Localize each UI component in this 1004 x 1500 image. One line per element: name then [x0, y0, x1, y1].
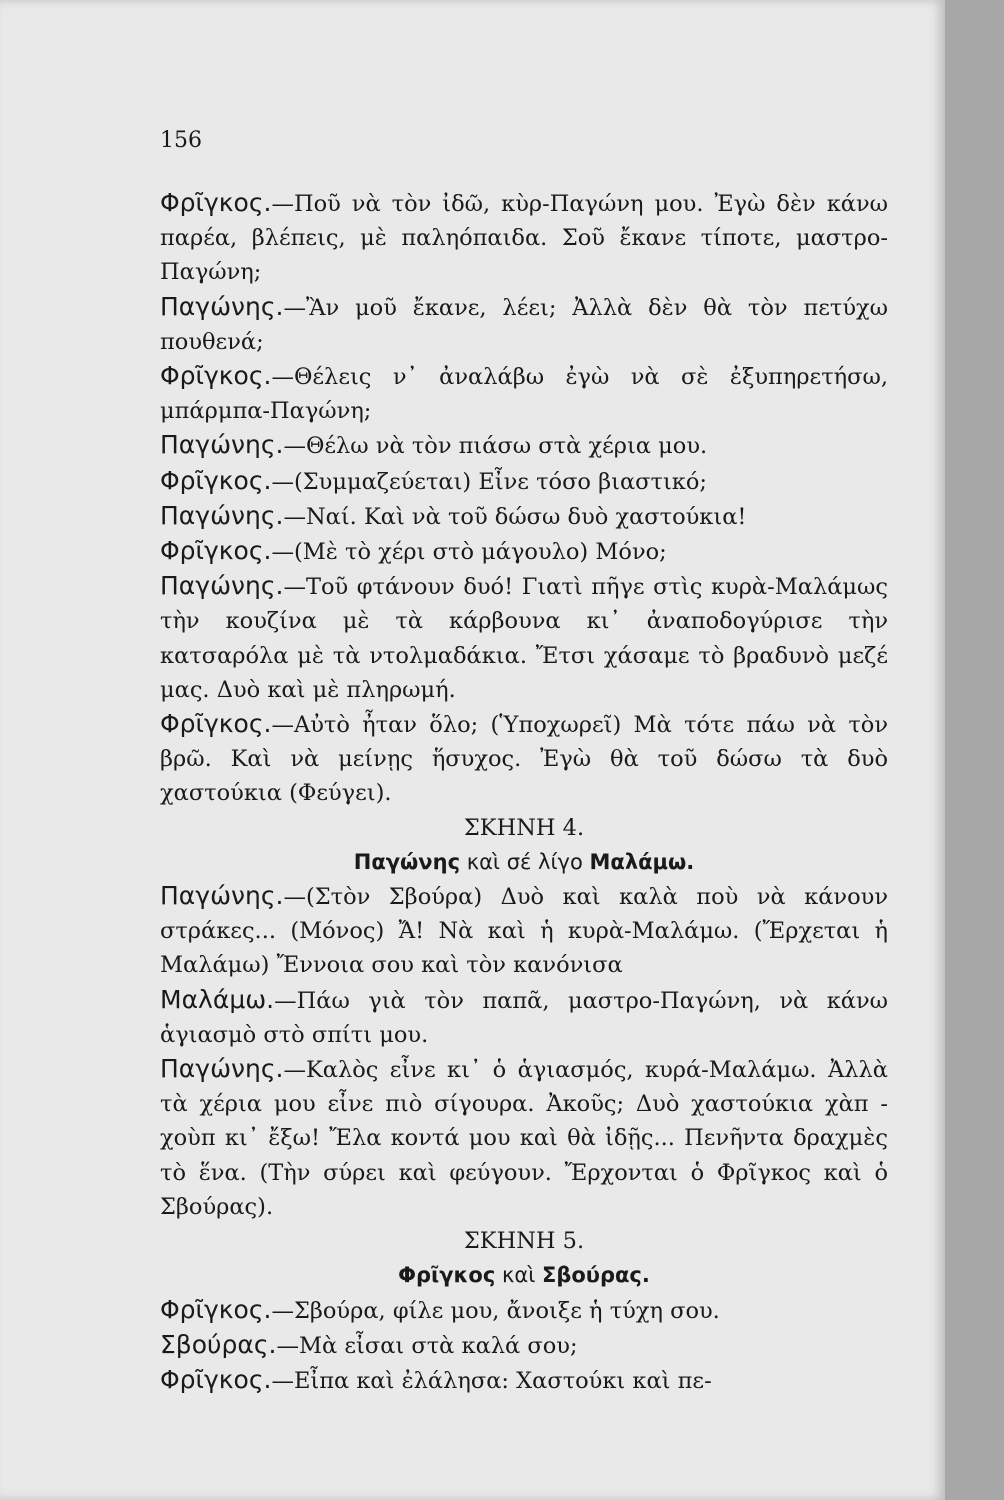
dialogue-text: —Θέλεις ν᾿ ἀναλάβω ἐγὼ νὰ σὲ ἐξυπηρετήσω, μπάρμπα-Παγώνη; — [160, 364, 888, 425]
dialogue-text: —Ναί. Καὶ νὰ τοῦ δώσω δυὸ χαστούκια! — [283, 503, 747, 530]
dialogue-line — [160, 1328, 888, 1363]
speaker-name: Φρῖγκος. — [160, 1364, 272, 1394]
scene-5-character-1: Φρῖγκος — [398, 1263, 496, 1288]
speaker-name: Φρῖγκος. — [160, 465, 272, 495]
speaker-name: Παγώνης. — [160, 571, 284, 601]
speaker-name: Μαλάμω. — [160, 984, 275, 1014]
scene-4-connector: καὶ σέ λίγο — [460, 849, 590, 874]
dialogue-line — [160, 1052, 888, 1224]
dialogue-line — [160, 1293, 888, 1328]
dialogue-line — [160, 569, 888, 707]
dialogue-line — [160, 186, 888, 290]
dialogue-line — [160, 707, 888, 811]
speaker-name: Φρῖγκος. — [160, 361, 272, 391]
speaker-name: Παγώνης. — [160, 881, 284, 911]
speaker-name: Φρῖγκος. — [160, 188, 272, 217]
scene-5-title: ΣΚΗΝΗ 5. — [463, 1228, 585, 1255]
speaker-name: Φρῖγκος. — [160, 709, 272, 739]
dialogue-text: —Τοῦ φτάνουν δυό! Γιατὶ πῆγε στὶς κυρὰ-Μαλάμως τὴν κουζίνα μὲ τὰ κάρβουνα κι᾿ ἀναποδογύρισε τὴν κατσαρόλα μὲ τὰ ντολμαδάκια. Ἔτσι χάσαμε τὸ βραδυνὸ μεζέ μας. Δυὸ καὶ μὲ πληρωμή. — [160, 574, 888, 703]
page-number: 156 — [160, 128, 202, 153]
scene-4-title: ΣΚΗΝΗ 4. — [463, 814, 585, 841]
scene-4-character-2: Μαλάμω. — [589, 849, 695, 874]
dialogue-line — [160, 983, 888, 1052]
speaker-name: Παγώνης. — [160, 1054, 284, 1084]
dialogue-line — [160, 499, 888, 534]
scene-4-characters — [160, 845, 888, 879]
dialogue-text: —Ἂν μοῦ ἔκανε, λέει; Ἀλλὰ δὲν θὰ τὸν πετύχω πουθενά; — [160, 294, 888, 355]
dialogue-text: —(Μὲ τὸ χέρι στὸ μάγουλο) Μόνο; — [271, 539, 667, 566]
speaker-name: Παγώνης. — [160, 500, 284, 530]
dialogue-text: —(Στὸν Σβούρα) Δυὸ καὶ καλὰ ποὺ νὰ κάνουν στράκες... (Μόνος) Ἄ! Νὰ καὶ ἡ κυρὰ-Μαλάμω. (Ἔρχεται ἡ Μαλάμω) Ἔννοια σου καὶ τὸν κανόνισα — [160, 884, 888, 979]
dialogue-text: —Εἶπα καὶ ἐλάλησα: Χαστούκι καὶ πε- — [271, 1367, 712, 1394]
dialogue-text: —Ποῦ νὰ τὸν ἰδῶ, κὺρ-Παγώνη μου. Ἐγὼ δὲν κάνω παρέα, βλέπεις, μὲ παληόπαιδα. Σοῦ ἔκανε τίποτε, μαστρο-Παγώνη; — [160, 191, 888, 286]
speaker-name: Παγώνης. — [160, 430, 284, 460]
dialogue-text: —Πάω γιὰ τὸν παπᾶ, μαστρο-Παγώνη, νὰ κάνω ἁγιασμὸ στὸ σπίτι μου. — [160, 987, 888, 1048]
dialogue-text: —Αὐτὸ ἦταν ὅλο; (Ὑποχωρεῖ) Μὰ τότε πάω νὰ τὸν βρῶ. Καὶ νὰ μείνῃς ἥσυχος. Ἐγὼ θὰ τοῦ δώσω τὰ δυὸ χαστούκια (Φεύγει). — [160, 712, 888, 807]
dialogue-text: —Θέλω νὰ τὸν πιάσω στὰ χέρια μου. — [283, 433, 708, 460]
dialogue-text: —Καλὸς εἶνε κι᾿ ὁ ἁγιασμός, κυρά-Μαλάμω. Ἀλλὰ τὰ χέρια μου εἶνε πιὸ σίγουρα. Ἀκοῦς; Δυὸ χαστούκια χὰπ - χοὺπ κι᾿ ἔξω! Ἔλα κοντά μου καὶ θὰ ἰδῇς... Πενῆντα δραχμὲς τὸ ἕνα. (Τὴν σύρει καὶ φεύγουν. Ἔρχονται ὁ Φρῖγκος καὶ ὁ Σβούρας). — [160, 1057, 888, 1220]
dialogue-text: —Σβούρα, φίλε μου, ἄνοιξε ἡ τύχη σου. — [271, 1297, 720, 1324]
scene-5-connector: καὶ — [495, 1263, 542, 1288]
dialogue-line — [160, 464, 888, 499]
speaker-name: Παγώνης. — [160, 291, 284, 321]
dialogue-text: —(Συμμαζεύεται) Εἶνε τόσο βιαστικό; — [271, 468, 707, 495]
scene-4-character-1: Παγώνης — [353, 849, 461, 874]
scene-5-characters — [160, 1258, 888, 1292]
speaker-name: Φρῖγκος. — [160, 1294, 272, 1324]
dialogue-line — [160, 428, 888, 463]
dialogue-text: —Μὰ εἶσαι στὰ καλά σου; — [276, 1332, 578, 1359]
dialogue-line — [160, 1363, 888, 1398]
play-text — [160, 186, 888, 1398]
dialogue-line — [160, 534, 888, 569]
dialogue-line — [160, 290, 888, 359]
speaker-name: Σβούρας. — [160, 1329, 277, 1359]
dialogue-line — [160, 359, 888, 428]
speaker-name: Φρῖγκος. — [160, 536, 272, 566]
dialogue-line — [160, 879, 888, 983]
scene-5-character-2: Σβούρας. — [541, 1263, 650, 1288]
